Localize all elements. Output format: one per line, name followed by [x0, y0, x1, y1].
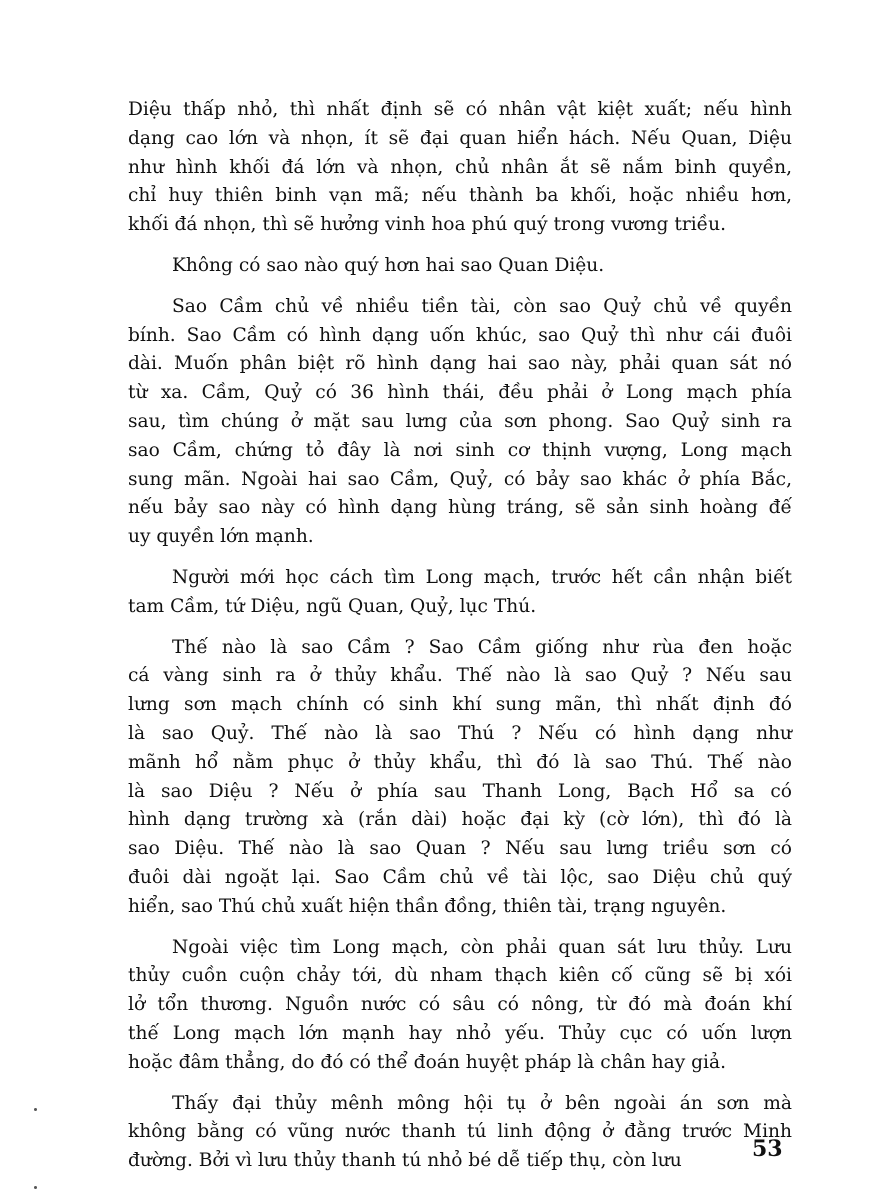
- page-number: 53: [752, 1136, 783, 1162]
- text-line: sao Diệu. Thế nào là sao Quan ? Nếu sau lưng triều sơn có: [128, 838, 792, 860]
- text-line: Diệu thấp nhỏ, thì nhất định sẽ có nhân vật kiệt xuất; nếu hình: [128, 99, 792, 120]
- text-line: đường. Bởi vì lưu thủy thanh tú nhỏ bé dễ tiếp thụ, còn lưu: [128, 1150, 682, 1172]
- text-line: uy quyền lớn mạnh.: [128, 526, 314, 548]
- text-line: từ xa. Cầm, Quỷ có 36 hình thái, đều phải ở Long mạch phía: [128, 382, 792, 404]
- text-line: Ngoài việc tìm Long mạch, còn phải quan sát lưu thủy. Lưu: [172, 936, 792, 958]
- paragraph: [128, 96, 792, 240]
- text-line: tam Cầm, tứ Diệu, ngũ Quan, Quỷ, lục Thú.: [128, 595, 537, 617]
- text-line: Thế nào là sao Cầm ? Sao Cầm giống như rùa đen hoặc: [172, 636, 792, 658]
- text-line: cá vàng sinh ra ở thủy khẩu. Thế nào là sao Quỷ ? Nếu sau: [128, 665, 792, 687]
- text-line: lưng sơn mạch chính có sinh khí sung mãn, thì nhất định đó: [128, 694, 792, 716]
- text-line: lở tổn thương. Nguồn nước có sâu có nông, từ đó mà đoán khí: [128, 994, 792, 1016]
- text-line: là sao Diệu ? Nếu ở phía sau Thanh Long, Bạch Hổ sa có: [128, 780, 792, 802]
- text-line: đuôi dài ngoặt lại. Sao Cầm chủ về tài lộc, sao Diệu chủ quý: [128, 866, 792, 888]
- text-line: bính. Sao Cầm có hình dạng uốn khúc, sao Quỷ thì như cái đuôi: [128, 324, 792, 346]
- text-line: mãnh hổ nằm phục ở thủy khẩu, thì đó là sao Thú. Thế nào: [128, 751, 792, 773]
- text-line: như hình khối đá lớn và nhọn, chủ nhân ắt sẽ nắm binh quyền,: [128, 156, 792, 178]
- text-line: Sao Cầm chủ về nhiều tiền tài, còn sao Quỷ chủ về quyền: [172, 295, 792, 317]
- paragraph: [128, 634, 792, 922]
- text-line: sao Cầm, chứng tỏ đây là nơi sinh cơ thịnh vượng, Long mạch: [128, 439, 792, 461]
- text-line: Thấy đại thủy mênh mông hội tụ ở bên ngoài án sơn mà: [172, 1092, 792, 1114]
- text-line: không bằng có vũng nước thanh tú linh động ở đằng trước Minh: [128, 1121, 792, 1143]
- text-line: thủy cuồn cuộn chảy tới, dù nham thạch kiên cố cũng sẽ bị xói: [128, 965, 792, 987]
- text-line: hoặc đâm thẳng, do đó có thể đoán huyệt pháp là chân hay giả.: [128, 1051, 726, 1073]
- scan-speck: [34, 1186, 37, 1189]
- paragraph: [128, 1090, 792, 1176]
- paragraph: [128, 564, 792, 622]
- text-line: dài. Muốn phân biệt rõ hình dạng hai sao này, phải quan sát nó: [128, 353, 792, 375]
- text-line: Không có sao nào quý hơn hai sao Quan Diệu.: [172, 254, 605, 276]
- text-line: dạng cao lớn và nhọn, ít sẽ đại quan hiển hách. Nếu Quan, Diệu: [128, 127, 792, 149]
- text-line: hình dạng trường xà (rắn dài) hoặc đại kỳ (cờ lớn), thì đó là: [128, 809, 792, 831]
- text-line: nếu bảy sao này có hình dạng hùng tráng, sẽ sản sinh hoàng đế: [128, 497, 792, 519]
- page-body-text: [128, 96, 792, 1188]
- text-line: thế Long mạch lớn mạnh hay nhỏ yếu. Thủy cục có uốn lượn: [128, 1022, 792, 1044]
- paragraph: [128, 934, 792, 1078]
- paragraph: [128, 252, 792, 281]
- text-line: hiển, sao Thú chủ xuất hiện thần đồng, thiên tài, trạng nguyên.: [128, 895, 727, 917]
- text-line: là sao Quỷ. Thế nào là sao Thú ? Nếu có hình dạng như: [128, 722, 792, 744]
- text-line: khối đá nhọn, thì sẽ hưởng vinh hoa phú quý trong vương triều.: [128, 214, 726, 236]
- paragraph: [128, 293, 792, 552]
- scan-speck: [34, 1108, 37, 1111]
- text-line: sung mãn. Ngoài hai sao Cầm, Quỷ, có bảy sao khác ở phía Bắc,: [128, 468, 792, 490]
- text-line: chỉ huy thiên binh vạn mã; nếu thành ba khối, hoặc nhiều hơn,: [128, 185, 792, 207]
- text-line: Người mới học cách tìm Long mạch, trước hết cần nhận biết: [172, 566, 792, 588]
- text-line: sau, tìm chúng ở mặt sau lưng của sơn phong. Sao Quỷ sinh ra: [128, 410, 792, 432]
